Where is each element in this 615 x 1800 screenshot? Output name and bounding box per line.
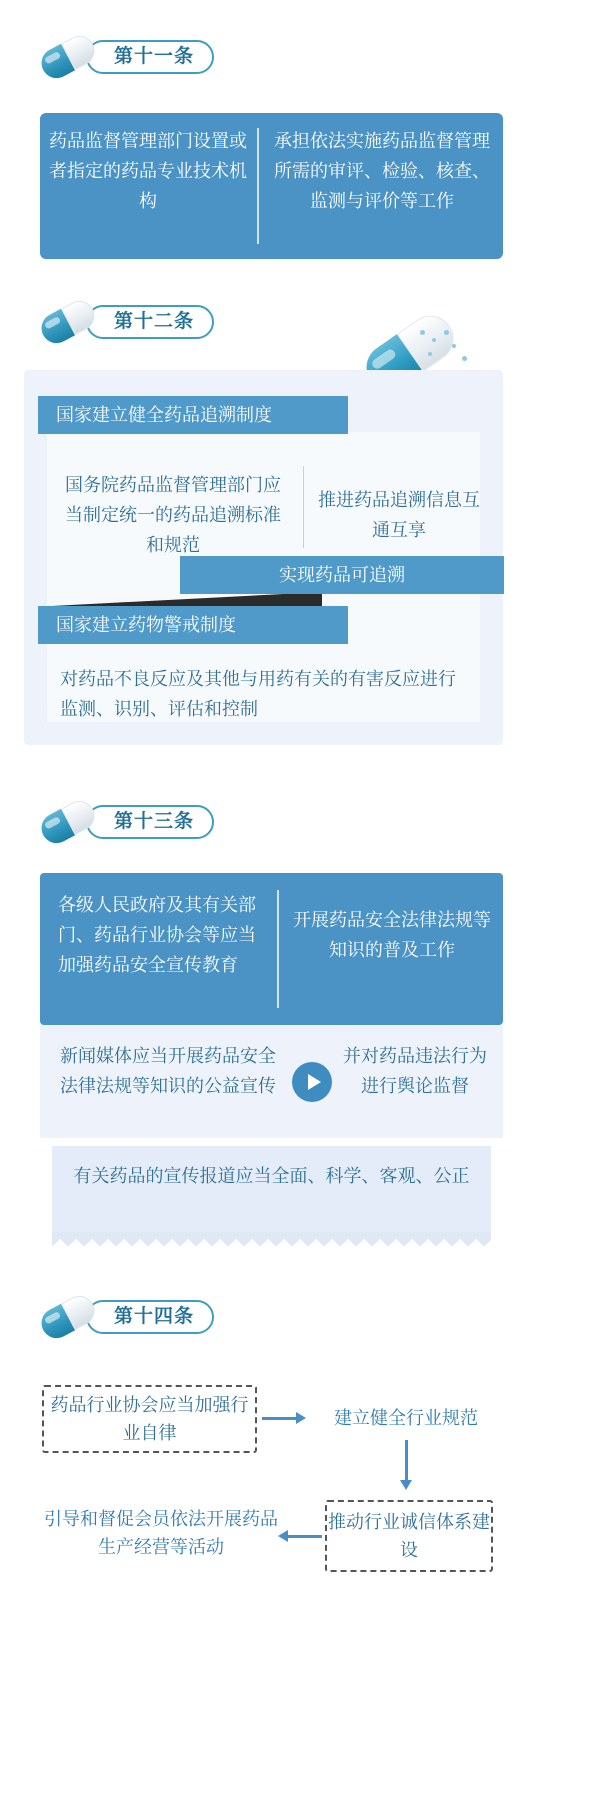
article-13-text-supervision: 并对药品违法行为进行舆论监督 <box>343 1046 487 1096</box>
section-heading-article-12 <box>40 305 214 339</box>
article-14-node-members: 引导和督促会员依法开展药品生产经营等活动 <box>44 1509 278 1557</box>
granule-icon <box>432 338 436 342</box>
article-12-text-monitoring: 对药品不良反应及其他与用药有关的有害反应进行监测、识别、评估和控制 <box>60 669 456 719</box>
granule-icon <box>462 356 467 361</box>
article-13-text-media: 新闻媒体应当开展药品安全法律法规等知识的公益宣传 <box>60 1046 276 1096</box>
arrow-line <box>262 1417 298 1420</box>
capsule-icon <box>36 1291 100 1344</box>
article-13-text-reporting: 有关药品的宣传报道应当全面、科学、客观、公正 <box>73 1166 470 1186</box>
granule-icon <box>428 352 432 356</box>
badge-label: 第十一条 <box>86 40 214 74</box>
article-12-text-sharing: 推进药品追溯信息互通互享 <box>318 490 480 540</box>
article-14-node-association: 药品行业协会应当加强行业自律 <box>42 1385 257 1453</box>
arrow-line <box>405 1440 408 1482</box>
article-14-node-integrity: 推动行业诚信体系建设 <box>325 1500 493 1572</box>
article-12-text-standards: 国务院药品监督管理部门应当制定统一的药品追溯标准和规范 <box>65 475 281 555</box>
article-13-text-popularize: 开展药品安全法律法规等知识的普及工作 <box>293 910 491 960</box>
badge-label: 第十四条 <box>86 1300 214 1334</box>
badge-label: 第十三条 <box>86 805 214 839</box>
section-heading-article-13 <box>40 805 214 839</box>
article-13-text-education: 各级人民政府及其有关部门、药品行业协会等应当加强药品安全宣传教育 <box>58 895 256 975</box>
capsule-icon <box>36 296 100 349</box>
section-heading-article-14 <box>40 1300 214 1334</box>
play-arrow-icon <box>292 1062 332 1102</box>
article-12-bar-achieve: 实现药品可追溯 <box>180 556 504 594</box>
torn-edge <box>52 1232 491 1246</box>
badge-article-13 <box>40 805 214 839</box>
badge-article-14 <box>40 1300 214 1334</box>
divider <box>303 466 304 548</box>
arrow-head-right-icon <box>296 1412 306 1424</box>
badge-article-11 <box>40 40 214 74</box>
article-11-text-right: 承担依法实施药品监督管理所需的审评、检验、核查、监测与评价等工作 <box>274 131 490 211</box>
badge-label: 第十二条 <box>86 305 214 339</box>
article-12-bar-traceability: 国家建立健全药品追溯制度 <box>38 396 348 434</box>
badge-article-12 <box>40 305 214 339</box>
divider <box>277 890 279 1008</box>
granule-icon <box>420 330 425 335</box>
article-14-node-norms: 建立健全行业规范 <box>334 1408 478 1428</box>
granule-icon <box>444 330 449 335</box>
granule-icon <box>452 344 456 348</box>
section-heading-article-11 <box>40 40 214 74</box>
divider <box>257 128 259 244</box>
arrow-head-down-icon <box>400 1480 412 1490</box>
arrow-line <box>288 1535 322 1538</box>
article-12-bar-vigilance: 国家建立药物警戒制度 <box>38 606 348 644</box>
article-11-text-left: 药品监督管理部门设置或者指定的药品专业技术机构 <box>49 131 247 211</box>
capsule-icon <box>36 31 100 84</box>
capsule-icon <box>36 796 100 849</box>
